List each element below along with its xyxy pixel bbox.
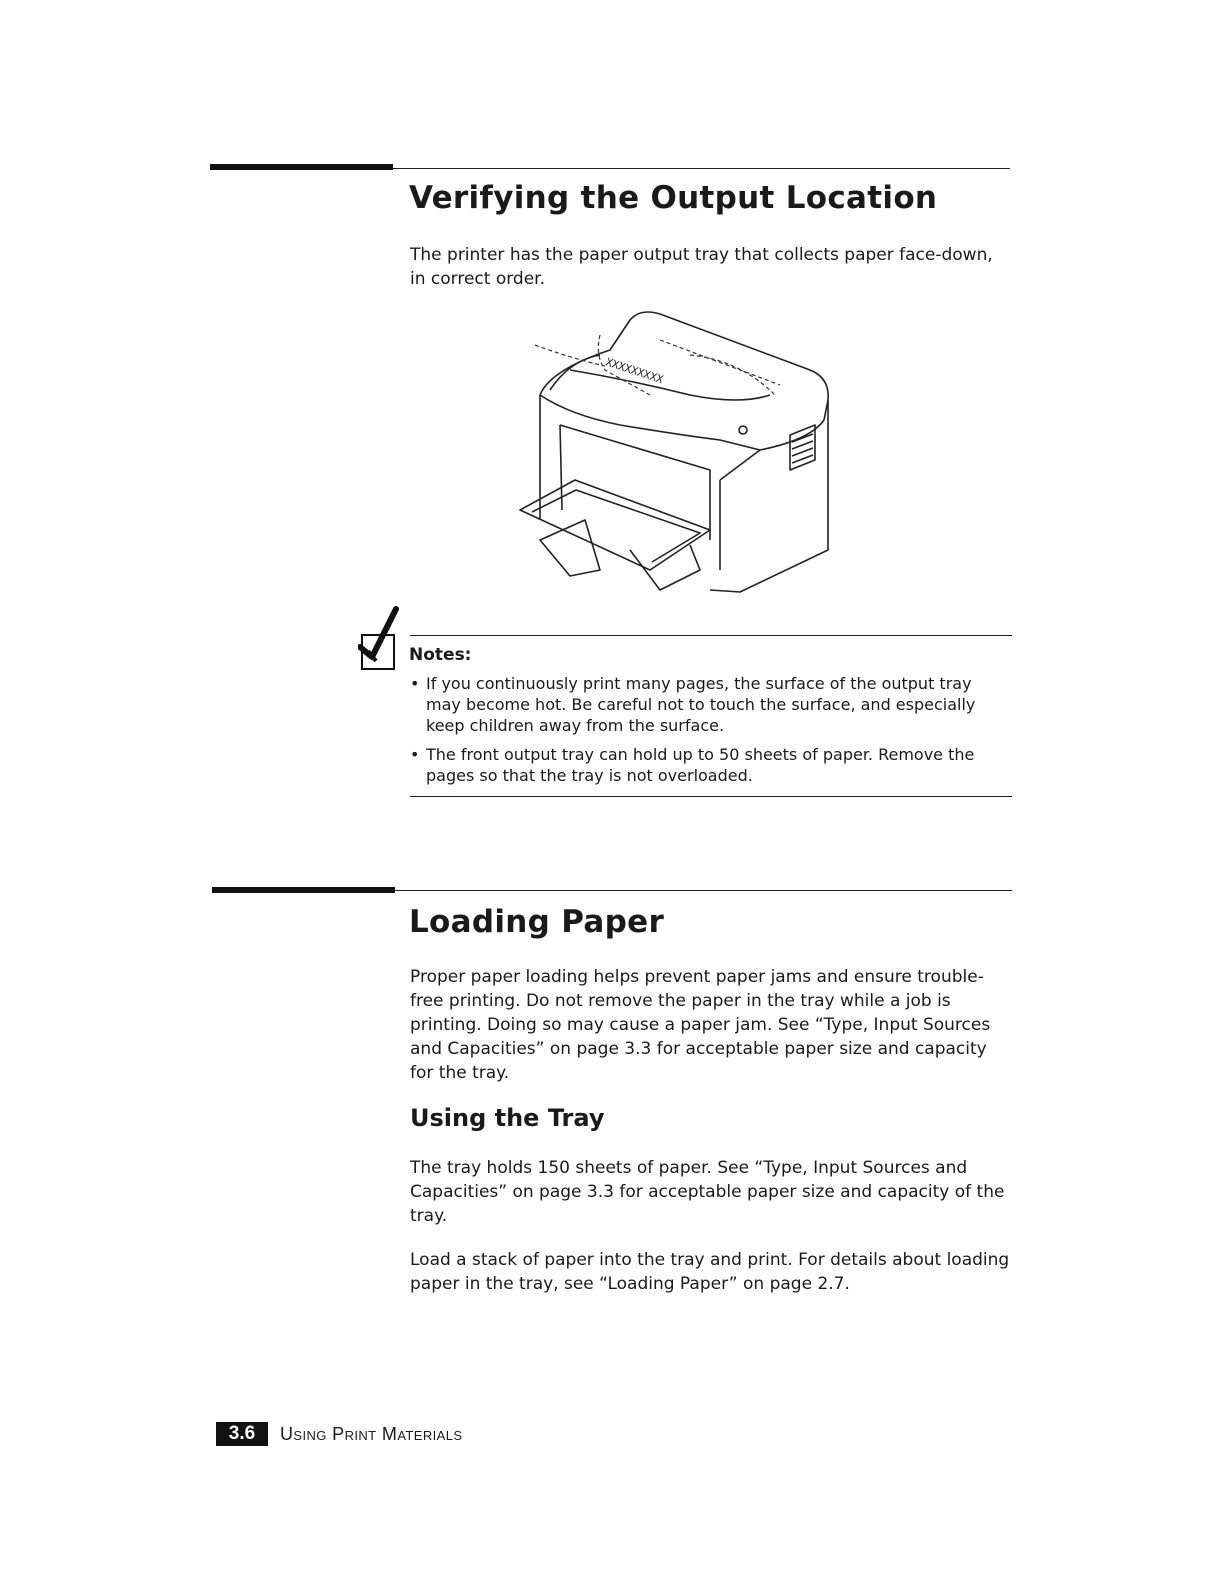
- note-text: The front output tray can hold up to 50 sheets of paper. Remove the pages so that the tray is not overloaded.: [426, 745, 975, 785]
- figure-label: XXXXXXXXX: [604, 355, 665, 387]
- subsection-title-using-tray: Using the Tray: [410, 1104, 605, 1132]
- section-rule-thin: [395, 890, 1012, 891]
- section-rule-thin: [393, 168, 1010, 169]
- section-title-loading-paper: Loading Paper: [409, 904, 665, 940]
- section-rule-thick: [210, 164, 393, 170]
- section-rule-thick: [212, 887, 395, 893]
- notes-rule-bottom: [410, 796, 1012, 797]
- output-location-intro: The printer has the paper output tray that collects paper face-down, in correct order.: [410, 245, 993, 289]
- checkmark-note-icon: [358, 605, 406, 677]
- page-number-badge: 3.6: [216, 1422, 268, 1446]
- bullet-icon: •: [410, 674, 420, 693]
- using-tray-para-1: The tray holds 150 sheets of paper. See “Type, Input Sources and Capacities” on page 3.3 for acceptable paper size and capacity of the tray.: [410, 1158, 1005, 1226]
- bullet-icon: •: [410, 745, 420, 764]
- notes-rule-top: [410, 635, 1012, 636]
- list-item: [410, 744, 1010, 786]
- printer-illustration: [510, 300, 850, 600]
- using-tray-para-2: Load a stack of paper into the tray and print. For details about loading paper in the tray, see “Loading Paper” on page 2.7.: [410, 1250, 1010, 1294]
- notes-title: Notes:: [409, 645, 472, 665]
- chapter-title: Using Print Materials: [280, 1424, 463, 1444]
- note-text: If you continuously print many pages, the surface of the output tray may become hot. Be careful not to touch the surface, and especially keep children away from the surface.: [426, 674, 976, 735]
- list-item: [410, 673, 1010, 736]
- notes-list: [410, 673, 1010, 794]
- loading-paper-intro: Proper paper loading helps prevent paper jams and ensure trouble-free printing. Do not remove the paper in the tray while a job is printing. Doing so may cause a paper jam. See “Type, Input Sources and Capacities” on page 3.3 for acceptable paper size and capacity for the tray.: [410, 967, 991, 1083]
- section-title-output-location: Verifying the Output Location: [409, 180, 938, 216]
